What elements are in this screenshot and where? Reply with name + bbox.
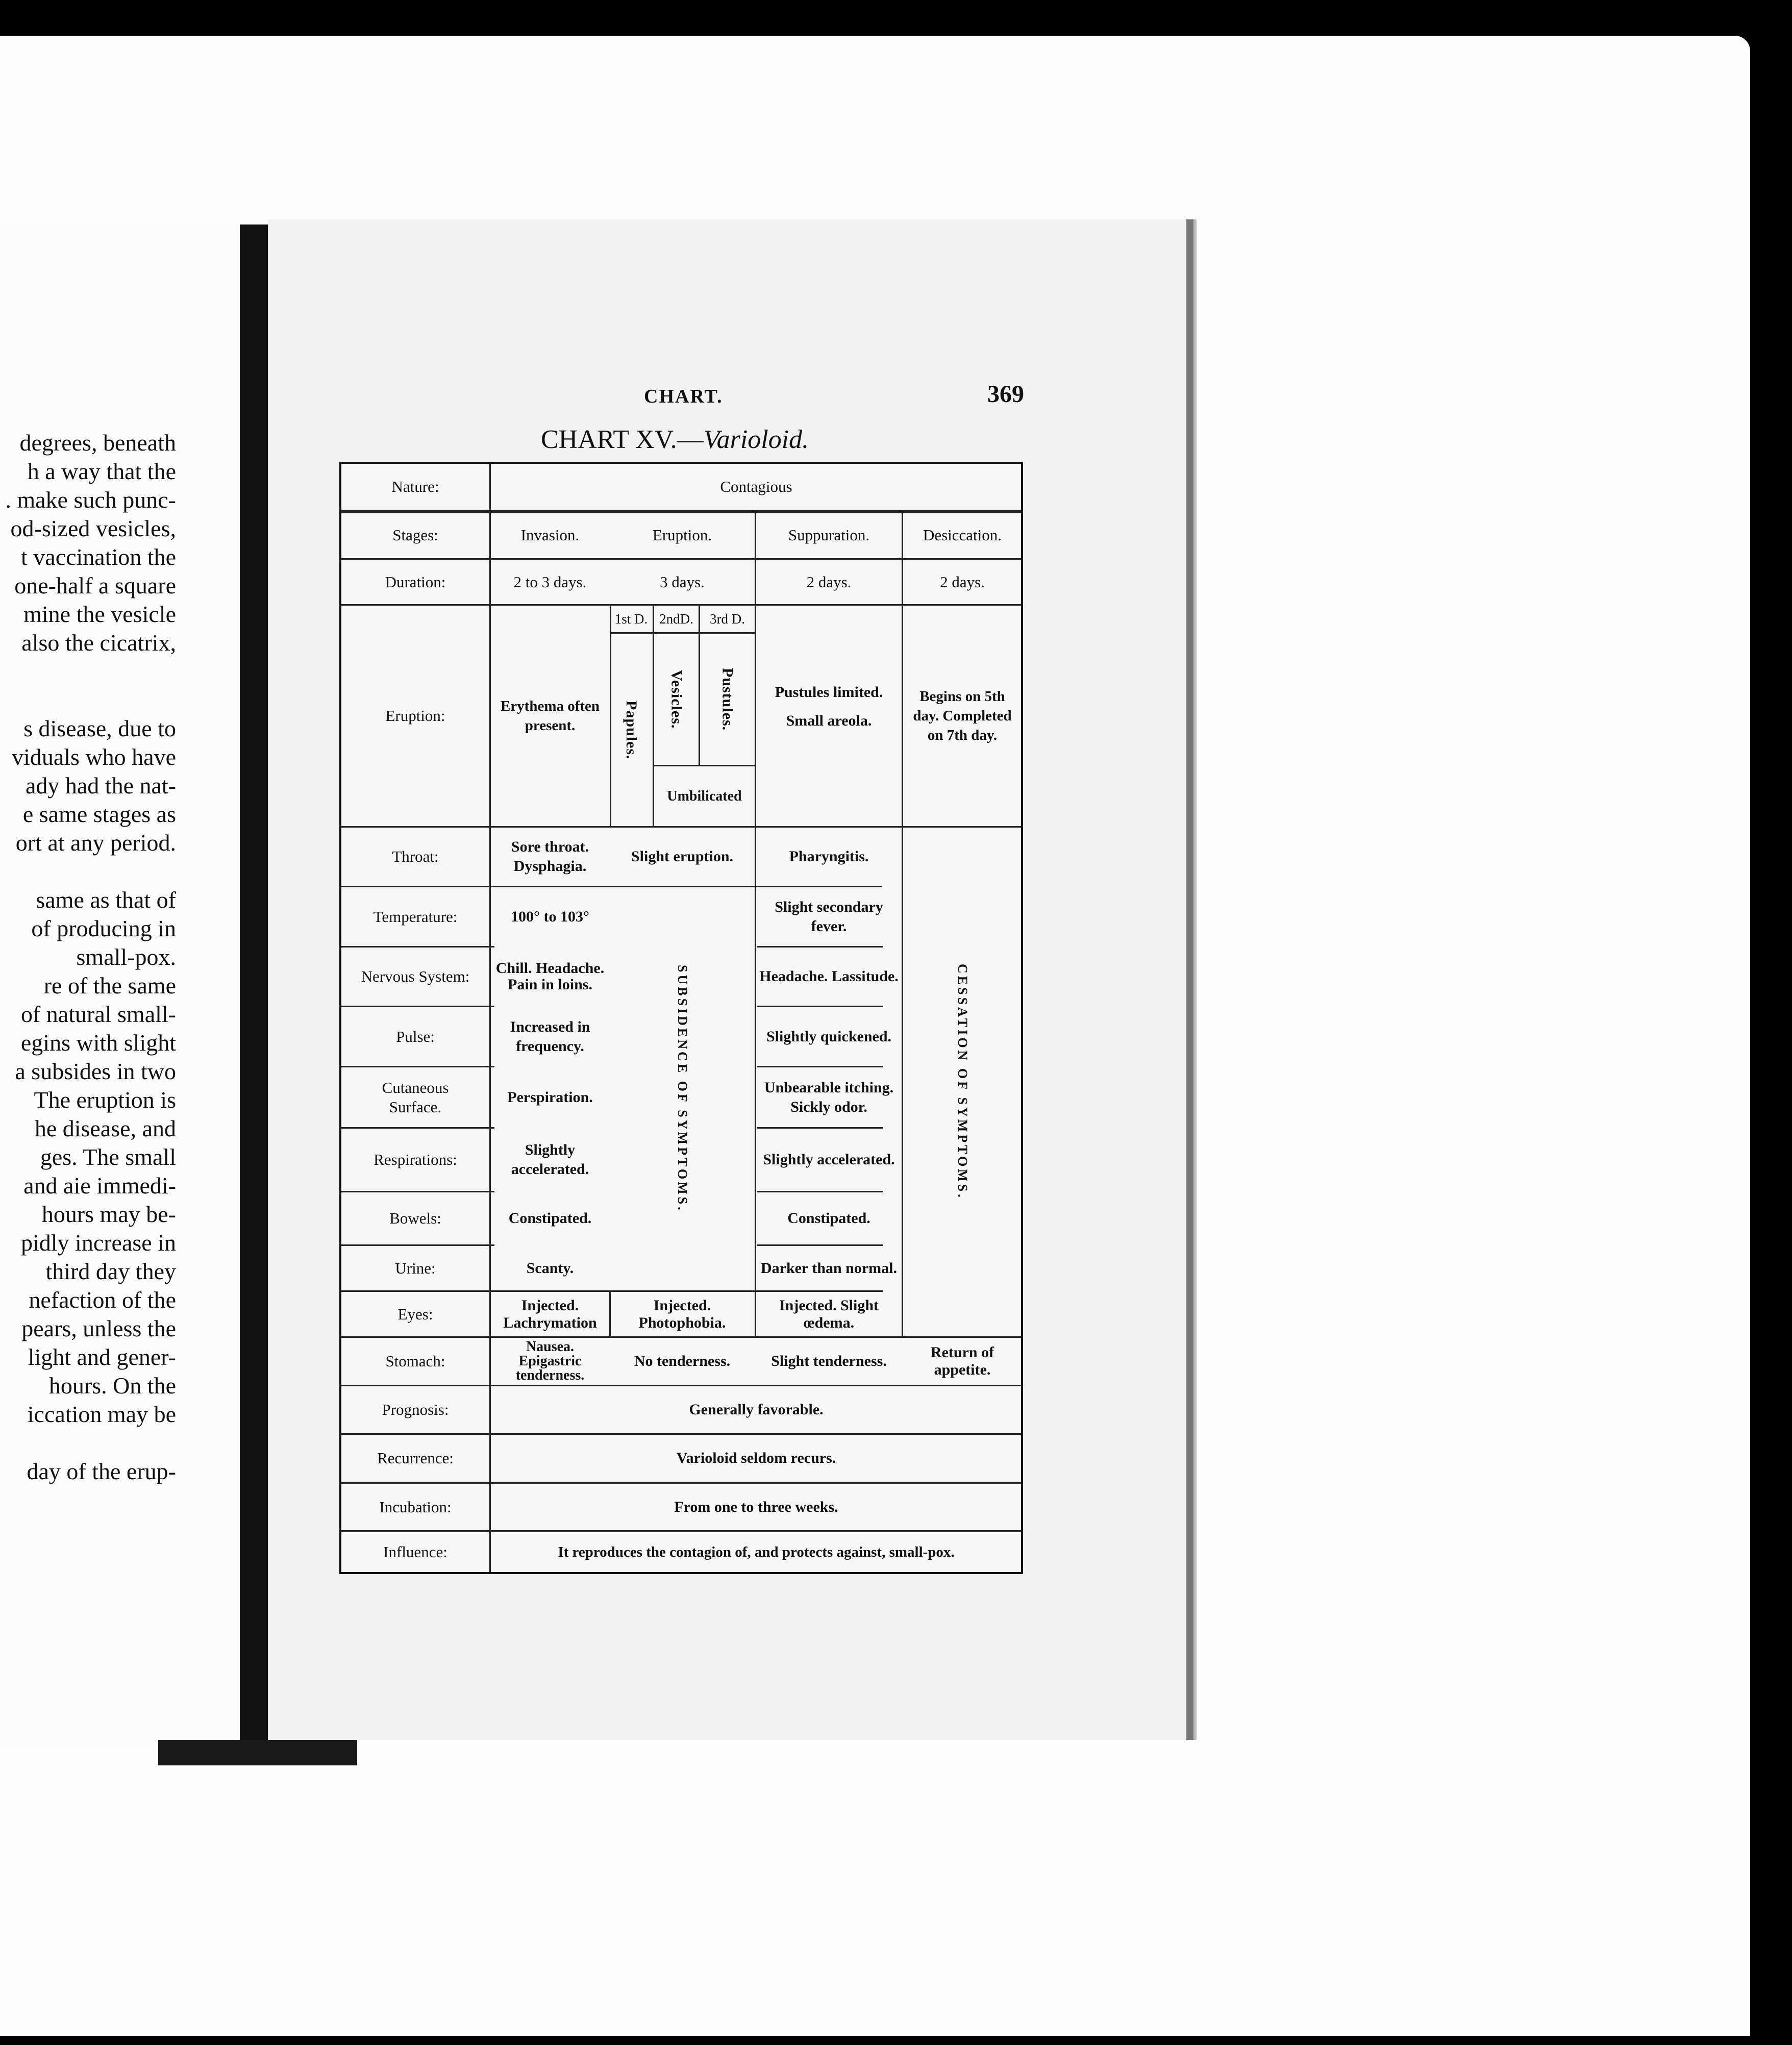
left-page-line: day of the erup-: [27, 1458, 176, 1484]
left-page-line: pidly increase in: [20, 1230, 176, 1256]
chart-table: [339, 462, 1023, 1574]
eruption-desiccation: Begins on 5th day. Completed on 7th day.: [913, 688, 1012, 743]
duration-eruption: 3 days.: [660, 572, 705, 591]
duration-invasion: 2 to 3 days.: [513, 572, 587, 591]
spine-bottom-edge: [158, 1740, 357, 1765]
pulse-invasion: Increased in frequency.: [510, 1018, 590, 1055]
eruption-pustules: Pustules.: [719, 667, 736, 731]
left-page-line: egins with slight: [20, 1030, 176, 1056]
cessation-of-symptoms: CESSATION OF SYMPTOMS.: [955, 964, 970, 1200]
label-stages: Stages:: [392, 526, 438, 544]
label-recurrence: Recurrence:: [377, 1449, 454, 1467]
left-page-line: e same stages as: [22, 801, 176, 827]
throat-eruption: Slight eruption.: [631, 848, 734, 865]
left-page-line: t vaccination the: [21, 544, 176, 570]
duration-suppuration: 2 days.: [806, 572, 852, 591]
eruption-invasion: Erythema often present.: [500, 698, 600, 734]
temperature-invasion: 100° to 103°: [511, 908, 589, 925]
stomach-eruption: No tenderness.: [634, 1353, 731, 1369]
cutaneous-invasion: Perspiration.: [507, 1088, 593, 1106]
chart-title-italic: Varioloid.: [703, 425, 809, 454]
eruption-suppuration-2: Small areola.: [786, 712, 872, 729]
eyes-invasion: Injected. Lachrymation: [503, 1296, 597, 1331]
left-page-line: pears, unless the: [21, 1315, 176, 1341]
label-nervous-system: Nervous System:: [361, 967, 470, 985]
label-prognosis: Prognosis:: [382, 1401, 449, 1418]
left-page-line: small-pox.: [76, 944, 176, 970]
bowels-suppuration: Constipated.: [787, 1210, 870, 1227]
left-page-line: and aie immedi-: [23, 1173, 176, 1199]
eruption-day3: 3rd D.: [710, 611, 745, 627]
page-number: 369: [987, 381, 1024, 408]
left-page-line: mine the vesicle: [23, 601, 176, 627]
label-cutaneous-surface: Cutaneous Surface.: [382, 1078, 449, 1116]
left-page-line: ady had the nat-: [25, 772, 176, 799]
left-page-line: iccation may be: [27, 1401, 176, 1427]
left-page-line: same as that of: [36, 887, 176, 913]
label-eruption: Eruption:: [385, 707, 445, 725]
chart-title: [541, 425, 809, 455]
left-page-line: light and gener-: [28, 1344, 176, 1370]
label-incubation: Incubation:: [379, 1498, 452, 1516]
left-page-line: one-half a square: [14, 572, 176, 598]
nervous-suppuration: Headache. Lassitude.: [759, 968, 899, 985]
temperature-suppuration: Slight secondary fever.: [775, 898, 883, 935]
stomach-suppuration: Slight tenderness.: [771, 1353, 887, 1369]
left-page-line: hours may be-: [41, 1201, 176, 1227]
duration-desiccation: 2 days.: [940, 572, 985, 591]
label-influence: Influence:: [383, 1543, 447, 1561]
subsidence-of-symptoms: SUBSIDENCE OF SYMPTOMS.: [675, 965, 690, 1213]
influence-value: It reproduces the contagion of, and protects against, small-pox.: [558, 1544, 955, 1560]
stomach-invasion: Nausea. Epigastric tenderness.: [515, 1339, 585, 1383]
label-nature: Nature:: [391, 478, 439, 495]
stomach-desiccation: Return of appetite.: [930, 1344, 994, 1378]
stage-suppuration: Suppuration.: [788, 526, 870, 544]
cutaneous-suppuration: Unbearable itching. Sickly odor.: [764, 1079, 894, 1115]
eruption-day1: 1st D.: [614, 611, 648, 627]
eruption-umbilicated: Umbilicated: [667, 788, 742, 804]
left-page-line: ort at any period.: [15, 830, 176, 856]
left-page-line: re of the same: [43, 972, 176, 999]
incubation-value: From one to three weeks.: [674, 1498, 838, 1515]
label-respirations: Respirations:: [374, 1151, 457, 1168]
label-temperature: Temperature:: [373, 907, 458, 926]
nervous-invasion: Chill. Headache. Pain in loins.: [495, 960, 605, 993]
left-page-line: degrees, beneath: [19, 430, 176, 456]
eyes-suppuration: Injected. Slight œdema.: [779, 1296, 879, 1331]
respirations-invasion: Slightly accelerated.: [511, 1141, 589, 1178]
left-page-line: of natural small-: [20, 1001, 176, 1027]
left-page: [0, 225, 250, 1745]
stage-eruption: Eruption.: [652, 526, 712, 544]
left-page-line: nefaction of the: [29, 1287, 176, 1313]
left-page-line: a subsides in two: [15, 1058, 176, 1084]
label-eyes: Eyes:: [397, 1305, 433, 1323]
left-page-line: he disease, and: [34, 1115, 176, 1141]
label-stomach: Stomach:: [385, 1352, 445, 1370]
urine-invasion: Scanty.: [526, 1259, 574, 1277]
left-page-line: od-sized vesicles,: [10, 515, 176, 541]
running-head: CHART.: [644, 386, 723, 407]
left-page-line: also the cicatrix,: [21, 630, 176, 656]
left-page-line: ges. The small: [40, 1144, 176, 1170]
eruption-vesicles: Vesicles.: [668, 669, 685, 729]
bowels-invasion: Constipated.: [508, 1210, 592, 1227]
left-page-line: The eruption is: [34, 1087, 176, 1113]
left-page-line: third day they: [45, 1258, 176, 1284]
label-duration: Duration:: [385, 572, 446, 591]
label-bowels: Bowels:: [389, 1209, 441, 1227]
throat-invasion: Sore throat. Dysphagia.: [511, 838, 589, 875]
recurrence-value: Varioloid seldom recurs.: [676, 1450, 836, 1466]
prognosis-value: Generally favorable.: [689, 1401, 824, 1418]
left-page-line: viduals who have: [12, 744, 176, 770]
eruption-papules: Papules.: [623, 700, 640, 760]
left-page-line: s disease, due to: [23, 715, 176, 741]
throat-suppuration: Pharyngitis.: [789, 848, 869, 865]
left-page-line: hours. On the: [48, 1373, 176, 1399]
urine-suppuration: Darker than normal.: [761, 1259, 897, 1277]
nature-value: Contagious: [720, 478, 792, 495]
label-pulse: Pulse:: [396, 1027, 435, 1045]
label-throat: Throat:: [392, 847, 439, 865]
stage-invasion: Invasion.: [520, 526, 580, 544]
respirations-suppuration: Slightly accelerated.: [763, 1151, 895, 1168]
pulse-suppuration: Slightly quickened.: [766, 1028, 892, 1045]
left-page-line: . make such punc-: [5, 487, 176, 513]
left-page-line: h a way that the: [27, 458, 176, 484]
stage-desiccation: Desiccation.: [923, 526, 1002, 544]
eyes-eruption: Injected. Photophobia.: [638, 1296, 726, 1331]
left-page-line: of producing in: [31, 915, 176, 941]
eruption-day2: 2ndD.: [659, 611, 693, 627]
chart-title-main: CHART XV.—: [541, 425, 704, 454]
label-urine: Urine:: [395, 1259, 436, 1277]
eruption-suppuration-1: Pustules limited.: [775, 684, 883, 701]
